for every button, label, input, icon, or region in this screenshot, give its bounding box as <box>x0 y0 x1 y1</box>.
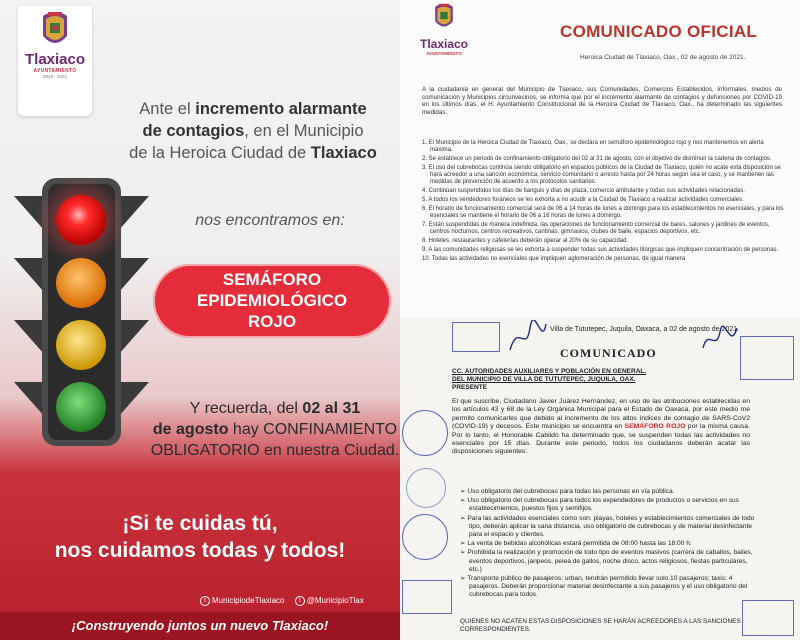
doc-logo-sub: AYUNTAMIENTO <box>426 51 462 56</box>
list-item: 2. Se establece un periodo de confinamiento obligatorio del 02 al 31 de agosto, con el objetivo de disminuir la cadena de contagios. <box>422 156 772 163</box>
seal-stamp-icon <box>406 468 446 508</box>
comunicado-oficial-title: COMUNICADO OFICIAL <box>560 22 758 41</box>
poster-footer: ¡Construyendo juntos un nuevo Tlaxiaco! <box>0 612 400 640</box>
doc2-title: COMUNICADO <box>560 346 657 360</box>
measures-list <box>422 140 784 264</box>
list-item: 5. A todos los vendedores foráneos se les exhorta a no acudir a la Ciudad de Tlaxiaco a realizar actividades comerciales. <box>422 197 744 204</box>
hacienda-stamp-icon <box>402 580 452 614</box>
doc-logo-brand: Tlaxiaco <box>419 37 469 51</box>
municipal-stamp-icon <box>452 322 500 352</box>
rural-stamp-icon <box>402 410 448 456</box>
sindicatura-stamp-icon <box>742 600 794 636</box>
list-item: 8. Hoteles, restaurantes y cafeterías deberán operar al 20% de su capacidad. <box>422 238 629 245</box>
list-item: ➢ Prohibida la realización y promoción de todo tipo de eventos masivos (carrera de caballos, bailes, eventos deportivos, jaripeos, pelea de gallos, noche disco, actos religiosos, fiestas particulares, etc.) <box>460 549 756 574</box>
facebook-icon: f <box>200 596 210 606</box>
poster-headline: Ante el incremento alarmante de contagios, en el Municipio de la Heroica Ciudad de Tlaxiaco <box>129 100 377 162</box>
procuracion-stamp-icon <box>740 336 794 380</box>
logo-sub: AYUNTAMIENTO <box>33 68 77 74</box>
humano-stamp-icon <box>402 514 448 560</box>
twitter-handle[interactable]: @MunicipioTlax <box>306 596 364 606</box>
list-item: 6. El horario de funcionamiento comercial será de 06 a 14 horas de lunes a domingo para los establecimientos no esenciales, y para los esenciales se mantiene el horario de 06 a 16 horas de lunes a domingo. <box>422 205 784 220</box>
municipal-seal-icon <box>433 2 455 32</box>
list-item: ➢ Para las actividades esenciales como son: playas, hoteles y establecimientos comerciales de todo tipo, deberán aplicar la sana distancia, uso obligatorio de cubrebocas y de material desinfectante para el espacio y clientes. <box>460 515 756 540</box>
confinamiento-reminder: Y recuerda, del 02 al 31 de agosto hay CONFINAMIENTO OBLIGATORIO en nuestra Ciudad. <box>150 400 400 459</box>
list-item: 7. Están suspendidas de manera indefinida, las operaciones de funcionamiento comercial de bares, salones y jardines de eventos, centros nocturnos, centros recreativos, cantinas, gimnasios, clubes de baile, espacios deportivos, etc. <box>422 221 770 236</box>
list-item: 10. Todas las actividades no esenciales que impliquen aglomeración de personas, de igual manera <box>422 255 686 262</box>
doc1-date: Heroica Ciudad de Tlaxiaco, Oax., 02 de agosto de 2021. <box>580 54 746 61</box>
signature-icon <box>700 322 740 356</box>
doc2-body: El que suscribe, Ciudadano Javier Juárez Hernández, en uso de las atribuciones establecidas en los artículos 43 y 68 de la Ley Orgánica Municipal para el Estado de Oaxaca, por este medio me permito comunicarles que debido al incremento de los altos índices de contagio de SARS-CoV2 (COVID-19) y decesos. Este municipio se encuentra en SEMÁFORO ROJO por la misma causa. Por lo tanto, el Honorable Cabildo ha determinado que, se suspenden todas las actividades no esenciales por 15 días. Durante este periodo, todos los ciudadanos deberán acatar las disposiciones siguientes: <box>452 398 750 456</box>
list-item: ➢ La venta de bebidas alcohólicas estará permitida de 08:00 hasta las 18:00 h. <box>460 540 756 548</box>
poster-slogan: ¡Si te cuidas tú, nos cuidamos todas y todos! <box>54 512 346 562</box>
list-item: 4. Continúan suspendidos los días de tianguis y días de plaza, comercio ambulante y todas sus actividades relacionadas. <box>422 188 745 195</box>
doc2-provisions-list <box>460 488 756 601</box>
official-communique-page <box>400 0 800 640</box>
twitter-icon: t <box>295 596 305 606</box>
doc1-intro: A la ciudadanía en general del Municipio de Tlaxiaco, sus Comunidades, Comercios Establecidos, Informales, medios de comunicación y Municipios circunvecinos, se informa que por el incremento alarmante de contagios y defunciones por COVID-19 en los últimos días, el H. Ayuntamiento Constitucional de la Heroica Ciudad de Tlaxiaco, Oax., ha determinado las siguientes medidas: <box>422 86 782 116</box>
logo-period: 2019 - 2021 <box>42 74 68 79</box>
doc2-closing: QUIENES NO ACATEN ESTAS DISPOSICIONES SE HARÁN ACREEDORES A LAS SANCIONES CORRESPONDIENTES. <box>460 618 741 633</box>
signature-icon <box>508 320 548 354</box>
list-item: 3. El uso del cubrebocas continúa siendo obligatorio en espacios públicos de la Ciudad de Tlaxiaco, quién no acate esta disposición se hará acreedor a una sanción económica, servicio comunitario o arresto hasta por 24 horas según sea el caso, y se mantienen las medidas de prevención de acuerdo a los protocolos sanitarios. <box>422 164 781 186</box>
list-item: ➢ Transporte público de pasajeros: urban, tendrán permitido llevar solo 10 pasajeros; taxis: 4 pasajeros. Deberán proporcionar material desinfectante a sus pasajeros y el uso obligatorio del cubrebocas para todos. <box>460 575 756 600</box>
facebook-handle[interactable]: MunicipiodeTlaxiaco <box>212 596 285 606</box>
list-item: 1. El Municipio de la Heroica Ciudad de Tlaxiaco, Oax., se declara en semáforo epidemiológico rojo y nos mantenemos en alerta máxima. <box>422 140 764 154</box>
semaforo-rojo-banner: SEMÁFORO EPIDEMIOLÓGICO ROJO <box>153 264 391 338</box>
tlaxiaco-logo <box>18 6 92 116</box>
municipal-seal-icon <box>40 10 70 50</box>
list-item: ➢ Uso obligatorio del cubrebocas para todos los expendedores de productos o servicios en sus establecimientos, puestos fijos y semifijos. <box>460 497 756 513</box>
social-links <box>200 596 400 606</box>
logo-brand: Tlaxiaco <box>24 51 86 68</box>
doc2-addressee: CC. AUTORIDADES AUXILIARES Y POBLACIÓN EN GENERAL. DEL MUNICIPIO DE VILLA DE TUTUTEPEC, JUQUILA, OAX. PRESENTE <box>452 368 647 391</box>
traffic-light-icon <box>14 178 149 448</box>
doc-logo <box>418 2 470 56</box>
doc2-place-date: Villa de Tututepec, Juquila, Oaxaca, a 02 de agosto de 2021. <box>550 326 740 333</box>
tututepec-communique <box>400 318 800 640</box>
encontramos-text: nos encontramos en: <box>195 212 345 229</box>
list-item: 9. A las comunidades religiosas se les exhorta a suspender todas sus actividades litúrgicas que impliquen concentración de personas. <box>422 246 779 253</box>
list-item: ➢ Uso obligatorio del cubrebocas para todas las personas en vía pública. <box>460 488 756 496</box>
